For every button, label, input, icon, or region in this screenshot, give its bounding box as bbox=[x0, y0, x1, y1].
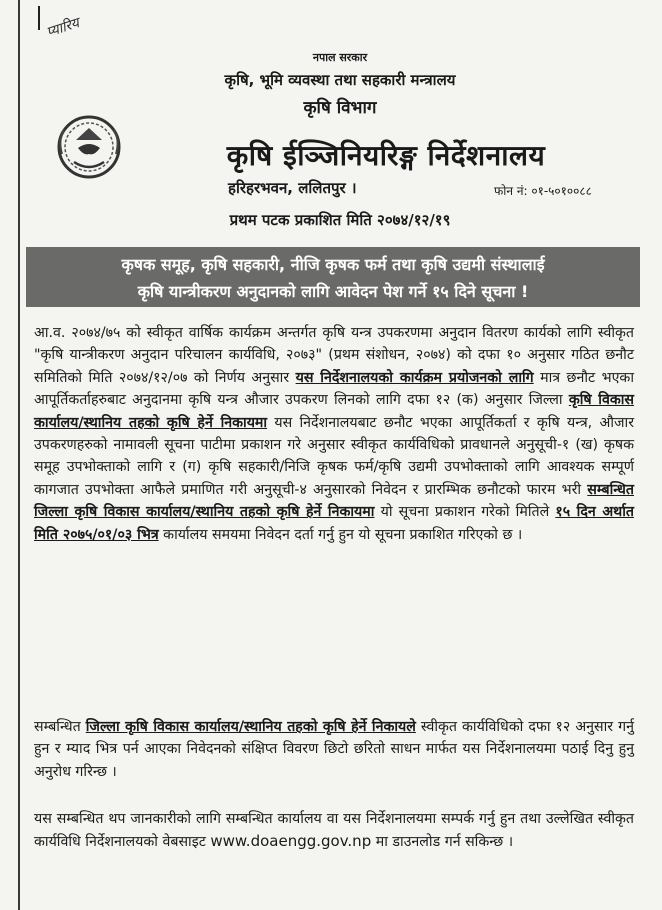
p2-text: स्वीकृत कार्यविधिको दफा १२ अनुसार गर्नु हुन र म्याद भित्र पर्न आएका निवेदनको संक्षिप्त विवरण छिटो छरितो साधन मार्फत यस निर्देशनालयमा पठाई दिनु हुनु अनुरोध गरिन्छ । bbox=[34, 719, 634, 780]
p3-text: यस सम्बन्धित थप जानकारीको लागि सम्बन्धित कार्यालय वा यस निर्देशनालयमा सम्पर्क गर्नु हुन तथा उल्लेखित स्वीकृत कार्यविधि निर्देशनालयको वेबसाइट bbox=[34, 811, 634, 851]
p2-emphasis-office: जिल्ला कृषि विकास कार्यालय/स्थानिय तहको कृषि हेर्ने निकायले bbox=[85, 719, 416, 735]
publish-date: प्रथम पटक प्रकाशित मिति २०७४/१२/१९ bbox=[229, 211, 451, 229]
ministry-name: कृषि, भूमि व्यवस्था तथा सहकारी मन्त्रालय bbox=[224, 71, 456, 89]
banner-line-2: कृषि यान्त्रीकरण अनुदानको लागि आवेदन पेश गर्ने १५ दिने सूचना ! bbox=[137, 282, 529, 301]
handwritten-annotation: प्यारिय bbox=[44, 15, 82, 41]
paragraph-2 bbox=[34, 716, 634, 783]
paragraph-1 bbox=[34, 322, 634, 546]
phone-number: फोन नं: ०१-५०१००८८ bbox=[494, 184, 592, 198]
p2-text: सम्बन्धित bbox=[34, 719, 86, 735]
p1-text: कार्यालय समयमा निवेदन दर्ता गर्नु हुन यो सूचना प्रकाशित गरिएको छ । bbox=[158, 526, 523, 543]
government-line: नपाल सरकार bbox=[312, 51, 368, 64]
letterhead bbox=[40, 50, 640, 240]
p1-text: आ.व. २०७४/७५ को स्वीकृत वार्षिक कार्यक्रम अन्तर्गत कृषि यन्त्र उपकरणमा अनुदान वितरण कार्यको लागि स्वीकृत "कृषि यान्त्रीकरण अनुदान परिचालन कार्यविधि, २०७३" (प्रथम संशोधन, २०७४) को दफा १० अनुसार गठित छनौट समितिको मिति २०७४/१२/०७ को निर्णय अनुसार bbox=[34, 325, 634, 386]
banner-line-1: कृषक समूह, कृषि सहकारी, नीजि कृषक फर्म तथा कृषि उद्यमी संस्थालाई bbox=[121, 255, 545, 274]
directorate-title: कृषि ईञ्जिनियरिङ्ग निर्देशनालय bbox=[226, 139, 546, 172]
scan-edge-line bbox=[18, 0, 20, 910]
p1-text: मात्र छनौट भएका आपूर्तिकर्ताहरुबाट अनुदानमा कृषि यन्त्र औजार उपकरण लिनको लागि दफा १२ (क) अनुसार जिल्ला bbox=[34, 369, 635, 409]
notice-title-banner bbox=[26, 247, 640, 307]
paragraph-3 bbox=[34, 808, 634, 854]
p1-emphasis-program: यस निर्देशनालयको कार्यक्रम प्रयोजनको लागि bbox=[295, 369, 534, 386]
p1-text: यो सूचना प्रकाशन गरेको मितिले bbox=[374, 504, 556, 521]
website-url: www.doaengg.gov.np bbox=[210, 832, 372, 851]
address: हरिहरभवन, ललितपुर । bbox=[228, 179, 357, 197]
department-name: कृषि विभाग bbox=[303, 98, 377, 118]
p1-text: यस निर्देशनालयबाट छनौट भएका आपूर्तिकर्ता र कृषि यन्त्र, औजार उपकरणहरुको नामावली सूचना पाटीमा प्रकाशन गरे अनुसार स्वीकृत कार्यविधिको प्रावधानले अनुसूची-१ (ख) कृषक समूह उपभोक्ताको लागि र (ग) कृषि सहकारी/निजि कृषक फर्म/कृषि उद्यमी उपभोक्ताको लागि आवश्यक सम्पूर्ण कागजात उपभोक्ता आफैले प्रमाणित गरी अनुसूची-४ अनुसारको निवेदन र प्रारम्भिक छनौटको फारम भरी bbox=[34, 414, 634, 498]
nepal-emblem-icon bbox=[54, 110, 124, 180]
p3-text: मा डाउनलोड गर्न सकिन्छ । bbox=[371, 834, 514, 851]
p1-emphasis-district-office: सम्बन्धित जिल्ला कृषि विकास कार्यालय/स्थानिय तहको कृषि हेर्ने निकायमा bbox=[34, 481, 634, 521]
p1-emphasis-deadline: १५ दिन अर्थात मिति २०७५/०१/०३ भित्र bbox=[34, 504, 634, 543]
p1-emphasis-office: कृषि विकास कार्यालय/स्थानिय तहको कृषि हेर्ने निकायमा bbox=[34, 392, 634, 431]
scan-mark bbox=[38, 6, 40, 30]
